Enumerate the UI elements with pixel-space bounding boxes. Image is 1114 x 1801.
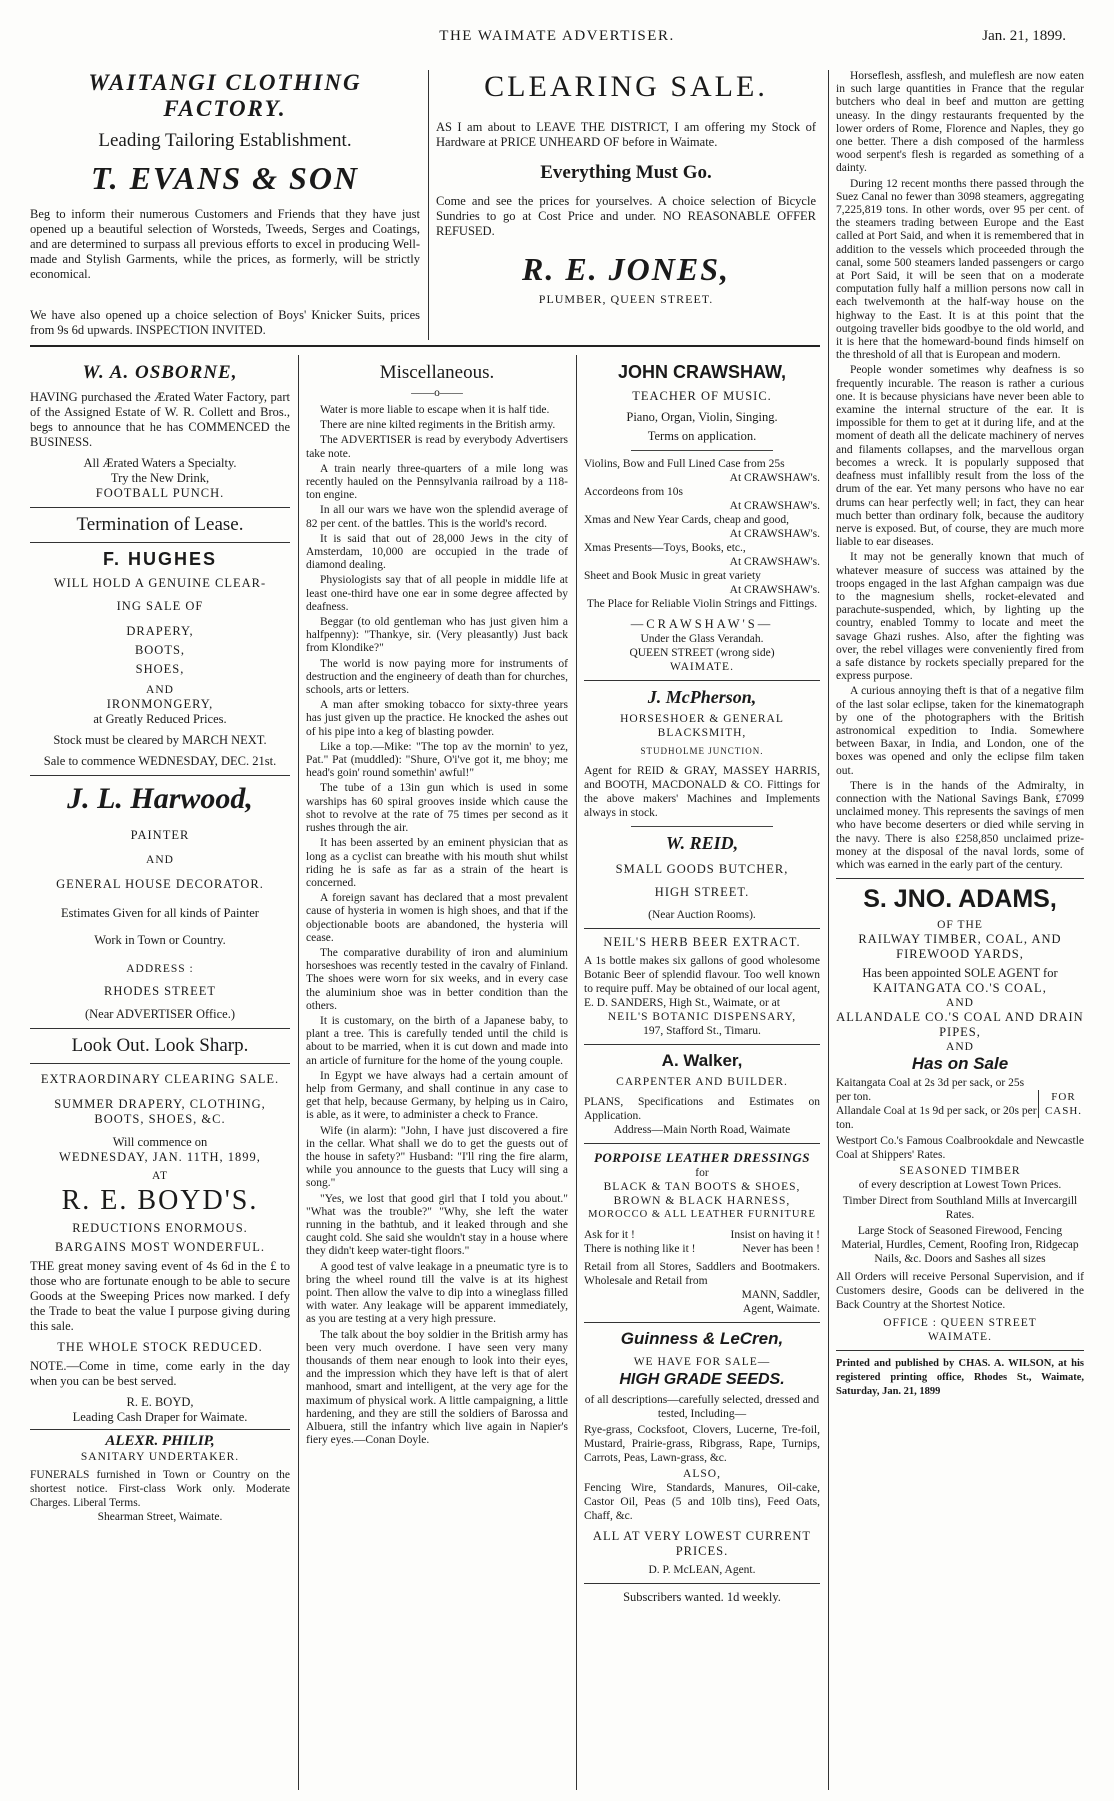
hughes-l9: Stock must be cleared by MARCH NEXT. (53, 733, 267, 747)
crawshaw-l3: Terms on application. (647, 429, 757, 443)
lookout-l2: SUMMER DRAPERY, CLOTHING, BOOTS, SHOES, &C. (54, 1097, 266, 1126)
hughes-l6: AND (146, 684, 174, 696)
crawshaw-l6: —CRAWSHAW'S— (630, 617, 774, 631)
jones-name: R. E. JONES, (521, 251, 731, 287)
harwood-l6: ADDRESS : (126, 963, 194, 975)
waitangi-heading: WAITANGI CLOTHING FACTORY. (88, 70, 362, 121)
hughes-name: F. HUGHES (102, 549, 217, 569)
misc-paragraph: The talk about the boy soldier in the British army has been very much overdone. I have seen very many thousands of them near enough to look into their eyes, and the impression which they have left is that of alert manhood, smart and intelligent, at the very age for the maximum of physical work. A little campaigning, a little hardening, and they are still the soldiers of Barossa and Albuera, still the infantry which live again in Napier's fiery eyes.—Conan Doyle. (306, 1328, 568, 1447)
porpoise-l4: MOROCCO & ALL LEATHER FURNITURE (588, 1209, 816, 1220)
news-horseflesh: Horseflesh, assflesh, and muleflesh are now eaten in such large quantities in France that the regular butchers who deal in beef and mutton are getting uneasy. In the dingy restaurants frequented by the lower orders of Rome, Florence and Naples, they go one better. There a dish composed of the harmless wood serpent's flesh is regarded as something of a dainty. (836, 70, 1084, 175)
mcpherson-body: Agent for REID & GRAY, MASSEY HARRIS, and BOOTH, MACDONALD & CO. Fittings for the above makers' Machines and Implements always in stock. (584, 765, 820, 819)
misc-paragraph: A foreign savant has declared that a most prevalent cause of hysteria in women is high shoes, and that if the objectionable boots are abandoned, the hysteria will cease. (306, 892, 568, 944)
page-header (30, 28, 1084, 48)
crawshaw-l2: Piano, Organ, Violin, Singing. (626, 410, 778, 424)
hughes-l1: WILL HOLD A GENUINE CLEAR- (53, 576, 267, 590)
osborne-l1: All Ærated Waters a Specialty. (83, 456, 237, 470)
philip-name: ALEXR. PHILIP, (30, 1429, 290, 1450)
lookout-heading: Look Out. Look Sharp. (71, 1035, 249, 1056)
divider (584, 1143, 820, 1144)
misc-paragraph: Beggar (to old gentleman who has just given him a halfpenny): "Thankye, sir. (Very pleasantly) Just back from Klondike?" (306, 616, 568, 655)
divider (30, 775, 290, 776)
harwood-name: J. L. Harwood, (67, 782, 253, 815)
divider (631, 826, 773, 827)
crawshaw-l1: TEACHER OF MUSIC. (632, 389, 772, 403)
news-suez: During 12 recent months there passed through the Suez Canal no fewer than 3098 steamers, aggregating 7,225,819 tons. In other words, over 95 per cent. of the steamers trading between Europe and the East called at Port Said, and when it is remembered that in addition to the vessels which proceeded through the canal, some 500 steamers landed passengers or cargo at Port Said, it will be seen that on a moderate computation fully half a million persons now call in each twelvemonth at the half-way house on the highway to the East. It is at this point that the outgoing traveller bids goodbye to the old world, and it is here that the homeward-bound finds himself on the threshold of all that is European and modern. (836, 177, 1084, 362)
harwood-l8: (Near ADVERTISER Office.) (84, 1007, 236, 1021)
porpoise-l5a: Ask for it ! (584, 1229, 635, 1241)
lookout-l7: BARGAINS MOST WONDERFUL. (54, 1240, 266, 1254)
osborne-name: W. A. OSBORNE, (82, 362, 238, 383)
adams-l1: OF THE (937, 919, 983, 932)
osborne-l2: Try the New Drink, (110, 471, 210, 485)
misc-paragraph: Water is more liable to escape when it is half tide. (320, 404, 550, 416)
adams-l6: ALLANDALE CO.'S COAL AND DRAIN PIPES, (836, 1010, 1084, 1040)
misc-heading: Miscellaneous. (379, 362, 495, 383)
crawshaw-l8: QUEEN STREET (wrong side) (629, 647, 775, 659)
guinness-l8: D. P. McLEAN, Agent. (648, 1564, 756, 1576)
guinness-name: Guinness & LeCren, (620, 1329, 784, 1348)
porpoise-l5b: Insist on having it ! (730, 1229, 820, 1241)
lookout-note: NOTE.—Come in time, come early in the day when you can be best served. (30, 1359, 290, 1388)
clearing-sale-ad (436, 70, 816, 340)
column-rule (298, 355, 299, 1790)
divider (836, 1350, 1084, 1351)
column-rule (576, 355, 577, 1790)
hughes-l3: DRAPERY, (126, 624, 194, 638)
crawshaw-item: Accordeons from 10s (584, 486, 684, 498)
guinness-l3: of all descriptions—carefully selected, dressed and tested, Including— (584, 1394, 820, 1420)
lookout-l1: EXTRAORDINARY CLEARING SALE. (40, 1072, 280, 1086)
crawshaw-item-source: At CRAWSHAW's. (729, 556, 820, 568)
crawshaw-l9: WAIMATE. (670, 661, 734, 673)
reid-name: W. REID, (665, 833, 739, 853)
misc-paragraph: A train nearly three-quarters of a mile long was recently hauled on the Pennsylvania railroad by a 118-ton engine. (306, 462, 568, 502)
porpoise-l1: for (695, 1167, 709, 1179)
lookout-l3: Will commence on (112, 1135, 208, 1149)
masthead-title: THE WAIMATE ADVERTISER. (439, 28, 675, 44)
porpoise-l6b: Never has been ! (742, 1243, 820, 1255)
misc-paragraph: The tube of a 13in gun which is used in some warships has 60 spiral grooves inside which cause the shot to revolve at the rate of 75 times per second as it rushes through the air. (306, 782, 568, 835)
adams-l16: WAIMATE. (928, 1331, 992, 1344)
misc-paragraph: "Yes, we lost that good girl that I told you about." "What was the trouble?" "Why, she left the water running in the bathtub, and it leaked through and she caught cold. She said she wouldn't stay in a house where they didn't keep water-tight floors." (306, 1192, 568, 1258)
adams-l10: SEASONED TIMBER (899, 1165, 1021, 1178)
adams-l5: AND (946, 997, 974, 1010)
guinness-l7: ALL AT VERY LOWEST CURRENT PRICES. (592, 1529, 812, 1558)
lookout-l5: AT (151, 1170, 169, 1182)
harwood-l1: PAINTER (130, 828, 190, 842)
crawshaw-item-source: At CRAWSHAW's. (729, 528, 820, 540)
lookout-body: THE great money saving event of 4s 6d in the £ to those who are fortunate enough to be able to secure Goods at the Sweeping Prices now marked. I defy the Trade to beat the value I purpose giving during this sale. (30, 1259, 290, 1333)
porpoise-row2 (584, 1242, 820, 1256)
reid-l2: HIGH STREET. (654, 885, 750, 899)
adams-l2: RAILWAY TIMBER, COAL, AND FIREWOOD YARDS, (858, 932, 1062, 962)
divider (30, 542, 290, 543)
misc-paragraph: There are nine kilted regiments in the British army. (320, 419, 556, 432)
mcpherson-l2: STUDHOLME JUNCTION. (640, 746, 764, 756)
divider (30, 1028, 290, 1029)
lookout-l8: THE WHOLE STOCK REDUCED. (57, 1340, 263, 1354)
crawshaw-item-source: At CRAWSHAW's. (729, 472, 820, 484)
divider (584, 1322, 820, 1323)
news-admiralty: There is in the hands of the Admiralty, in connection with the National Savings Bank, £7099 unclaimed money. This represents the savings of men who have become deserters or died while serving in the navy. There is also £258,850 unclaimed prize-money at the disposal of the naval lords, some of which was earned in the early part of the century. (836, 779, 1084, 871)
misc-paragraph: The world is now paying more for instruments of destruction and the engineery of death than for churches, schools, arts or letters. (306, 657, 568, 697)
column-rule (828, 70, 829, 1790)
divider (631, 450, 773, 451)
adams-l13: Large Stock of Seasoned Firewood, Fencing Material, Hurdles, Cement, Roofing Iron, Ridgecap Nails, &c. Doors and Sashes all sizes (841, 1225, 1079, 1266)
misc-paragraph: In Egypt we have always had a certain amount of help from Germany, and shall continue in any case to get that help, because Germany, by helping us in Cairo, is able, as it were, to administer a check to France. (306, 1069, 568, 1122)
porpoise-l9: Agent, Waimate. (742, 1303, 820, 1315)
walker-name: A. Walker, (661, 1051, 743, 1070)
misc-ornament: ——o—— (411, 387, 463, 399)
crawshaw-items (584, 457, 820, 569)
porpoise-l6a: There is nothing like it ! (584, 1243, 696, 1255)
guinness-l6: Fencing Wire, Standards, Manures, Oil-cake, Castor Oil, Peas (5 and 10lb tins), Feed Oats, Chaff, &c. (584, 1482, 820, 1522)
philip-body: FUNERALS furnished in Town or Country on the shortest notice. First-class Work only. Moderate Charges. Liberal Terms. (30, 1469, 290, 1509)
jones-trade: PLUMBER, QUEEN STREET. (538, 292, 714, 306)
boyd-sig1: R. E. BOYD, (126, 1395, 194, 1409)
subscribers-note: Subscribers wanted. 1d weekly. (623, 1590, 781, 1604)
divider (584, 928, 820, 929)
porpoise-l7: Retail from all Stores, Saddlers and Bootmakers. Wholesale and Retail from (584, 1261, 820, 1287)
hughes-l10: Sale to commence WEDNESDAY, DEC. 21st. (43, 754, 277, 768)
crawshaw-l4r: At CRAWSHAW's. (729, 584, 820, 596)
harwood-l3: GENERAL HOUSE DECORATOR. (56, 877, 264, 891)
misc-paragraph: It is customary, on the birth of a Japanese baby, to plant a tree. This is carefully tended until the child is about to be married, when it is cut down and made into an article of furniture for the home of the young couple. (306, 1014, 568, 1067)
philip-addr: Shearman Street, Waimate. (97, 1511, 223, 1523)
divider (584, 1044, 820, 1045)
porpoise-l3: BROWN & BLACK HARNESS, (613, 1195, 791, 1207)
misc-paragraph: Like a top.—Mike: "The top av the mornin' to yez, Pat." Pat (muddled): "Shure, O'i've got it, me bhoy; me head's goin' round somethin' awful!" (306, 740, 568, 780)
hughes-l7: IRONMONGERY, (106, 697, 214, 711)
coal-price-1: Kaitangata Coal at 2s 3d per sack, or 25s per ton. (836, 1077, 1025, 1104)
misc-paragraph: A man after smoking tobacco for sixty-three years has just given up the practice. He knocked the ashes out of his pipe into a keg of blasting powder. (306, 699, 568, 738)
porpoise-l8: MANN, Saddler, (741, 1289, 820, 1301)
divider (584, 1583, 820, 1584)
misc-paragraph: A good test of valve leakage in a pneumatic tyre is to bring the wheel round till the valve is at its highest point. Then allow the valve to dip into a wineglass filled with water. Any leakage will be apparent immediately, as you are testing at a very high pressure. (306, 1260, 568, 1326)
miscellaneous-column (306, 362, 568, 1792)
adams-l3: Has been appointed SOLE AGENT for (862, 966, 1058, 981)
for-cash-label: FOR CASH. (1038, 1090, 1084, 1118)
osborne-body: HAVING purchased the Ærated Water Factory, part of the Assigned Estate of W. R. Collett and Bros., begs to announce that he has COMMENCED the BUSINESS. (30, 390, 290, 449)
lookout-l6: REDUCTIONS ENORMOUS. (72, 1221, 248, 1235)
guinness-l2: HIGH GRADE SEEDS. (619, 1371, 785, 1388)
boyd-sig2: Leading Cash Draper for Waimate. (72, 1410, 248, 1424)
divider (30, 507, 290, 508)
misc-paragraph: Wife (in alarm): "John, I have just discovered a fire in the cellar. What shall we do to get the guests out of the house in safety?" Husband: "I'll ring the fire alarm, while you announce to the guests that Lucy will sing a song." (306, 1124, 568, 1190)
misc-paragraph: It is said that out of 28,000 Jews in the city of Amsterdam, 10,000 are occupied in the trade of diamond dealing. (306, 532, 568, 572)
termination-heading: Termination of Lease. (76, 514, 244, 535)
news-eclipse: A curious annoying theft is that of a negative film of the last solar eclipse, taken for the kinematograph by one of the photographers with the British astronomical expedition to India. Somewhere between Baxar, in India, and London, one of the boxes was opened and only the eclipse film taken out. (836, 685, 1084, 777)
mcpherson-l1: HORSESHOER & GENERAL BLACKSMITH, (620, 713, 784, 739)
guinness-l4: Rye-grass, Cocksfoot, Clovers, Lucerne, Tre-foil, Mustard, Prairie-grass, Ribgrass, Rape, Turnips, Carrots, Peas, Lawn-grass, &c. (584, 1424, 820, 1464)
adams-l15: OFFICE : QUEEN STREET (883, 1317, 1037, 1330)
issue-date: Jan. 21, 1899. (982, 28, 1066, 44)
misc-paragraph: The ADVERTISER is read by everybody Advertisers take note. (306, 434, 568, 460)
waitangi-ad (30, 70, 420, 340)
waitangi-body: Beg to inform their numerous Customers and Friends that they have just opened up a beautiful selection of Worsteds, Tweeds, Serges and Coatings, and are determined to surpass all previous efforts to excel in producing Well-made and Stylish Garments, while the prices, as formerly, will be strictly economical. (30, 207, 420, 281)
hughes-l5: SHOES, (135, 662, 185, 676)
crawshaw-l7: Under the Glass Verandah. (640, 633, 764, 645)
column-4 (836, 70, 1084, 1790)
reid-l1: SMALL GOODS BUTCHER, (615, 862, 789, 876)
adams-l9: Westport Co.'s Famous Coalbrookdale and Newcastle Coal at Shippers' Rates. (836, 1135, 1084, 1162)
waitangi-sub: Leading Tailoring Establishment. (98, 130, 352, 151)
guinness-l5: ALSO, (683, 1468, 721, 1480)
printer-imprint: Printed and published by CHAS. A. WILSON, at his registered printing office, Rhodes St., Waimate, Saturday, Jan. 21, 1899 (836, 1358, 1084, 1398)
guinness-l1: WE HAVE FOR SALE— (633, 1356, 771, 1368)
lookout-l4: WEDNESDAY, JAN. 11TH, 1899, (59, 1150, 261, 1164)
misc-paragraph: The comparative durability of iron and aluminium horseshoes was recently tested in the cavalry of Finland. The shoes were worn for six weeks, and in every case the aluminium shoe was in better condition than the others. (306, 946, 568, 1012)
column-3 (584, 362, 820, 1792)
adams-l8: Has on Sale (911, 1054, 1009, 1074)
porpoise-heading: PORPOISE LEATHER DRESSINGS (593, 1150, 810, 1165)
crawshaw-item: Xmas Presents—Toys, Books, etc., (584, 542, 746, 554)
osborne-l3: FOOTBALL PUNCH. (95, 486, 225, 500)
crawshaw-item-source: At CRAWSHAW's. (729, 500, 820, 512)
clearing-everything: Everything Must Go. (540, 162, 712, 183)
crawshaw-name: JOHN CRAWSHAW, (617, 362, 786, 382)
neil-l1: NEIL'S BOTANIC DISPENSARY, (607, 1011, 797, 1023)
clearing-body: AS I am about to LEAVE THE DISTRICT, I am offering my Stock of Hardware at PRICE UNHEARD OF before in Waimate. (436, 120, 816, 149)
adams-l4: KAITANGATA CO.'S COAL, (873, 981, 1047, 996)
column-1 (30, 362, 290, 1792)
waitangi-firm: T. EVANS & SON (90, 160, 360, 196)
adams-l11: of every description at Lowest Town Prices. (858, 1179, 1062, 1192)
clearing-come: Come and see the prices for yourselves. A choice selection of Bicycle Sundries to go at Cost Price and under. NO REASONABLE OFFER REFUSED. (436, 194, 816, 238)
coal-prices (836, 1076, 1084, 1132)
neil-l2: 197, Stafford St., Timaru. (643, 1025, 761, 1037)
news-afghan: It may not be generally known that much of whatever measure of success was attained by the troops engaged in the last Afghan campaign was due to the magnesium shells, rocket-elevated and parachute-suspended, which, by lighting up the country, enabled Tommy to locate and meet the savage Ghazi rushes. Also, after the fighting was over, the rebel villages were conveniently fired from a safe distance by rockets specially prepared for the express purpose. (836, 551, 1084, 683)
mcpherson-name: J. McPherson, (647, 687, 757, 707)
misc-paragraph: In all our wars we have won the splendid average of 82 per cent. of the battles. This is the world's record. (306, 504, 568, 530)
hughes-l4: BOOTS, (134, 643, 186, 657)
harwood-l5: Work in Town or Country. (94, 933, 226, 947)
adams-name: S. JNO. ADAMS, (863, 885, 1057, 914)
boyd-name: R. E. BOYD'S. (61, 1185, 259, 1216)
crawshaw-item: Xmas and New Year Cards, cheap and good, (584, 514, 790, 526)
philip-trade: SANITARY UNDERTAKER. (80, 1451, 240, 1463)
harwood-l4: Estimates Given for all kinds of Painter (61, 906, 259, 920)
porpoise-row1 (584, 1228, 820, 1242)
adams-l14: All Orders will receive Personal Supervision, and if Customers desire, Goods can be delivered in the Back Country at the Shortest Notice. (836, 1271, 1084, 1312)
misc-paragraphs (306, 404, 568, 1447)
divider (836, 878, 1084, 879)
neil-body: A 1s bottle makes six gallons of good wholesome Botanic Beer of splendid flavour. Too well known to require puff. May be obtained of our local agent, E. D. SANDERS, High St., Waimate, or at (584, 955, 820, 1009)
misc-paragraph: Physiologists say that of all people in middle life at least one-third have one ear in some degree affected by deafness. (306, 574, 568, 613)
harwood-l2: AND (146, 854, 174, 866)
top-rule (30, 345, 820, 347)
walker-addr: Address—Main North Road, Waimate (613, 1124, 791, 1136)
adams-l12: Timber Direct from Southland Mills at Invercargill Rates. (842, 1195, 1078, 1222)
harwood-l7: RHODES STREET (104, 984, 216, 998)
news-deafness: People wonder sometimes why deafness is so frequently incurable. The reason is rather a curious one. It is because physicians have never been able to examine the internal structure of the ear. It is impossible for them to get at it during life, and at the moment of death all the delicate machinery of nerves and filaments collapses, and the marvellous organ becomes a wreck. It is popularly supposed that deafness must infallibly result from the loss of the drum of the ear. Yet many persons who have no ear drums can hear perfectly well; in fact, they can hear much better than ordinary folk, because the auditory nerve is exposed. But, of course, they are much more liable to ear diseases. (836, 364, 1084, 549)
walker-l1: CARPENTER AND BUILDER. (616, 1076, 788, 1088)
crawshaw-l4: Sheet and Book Music in great variety (584, 570, 761, 582)
divider (30, 1063, 290, 1064)
adams-l7: AND (946, 1041, 974, 1054)
misc-paragraph: It has been asserted by an eminent physician that as long as a cyclist can breathe with his mouth shut whilst riding he is safe as far as a strain of the heart is concerned. (306, 837, 568, 889)
neil-heading: NEIL'S HERB BEER EXTRACT. (603, 935, 801, 949)
col4-news (836, 70, 1084, 872)
porpoise-l2: BLACK & TAN BOOTS & SHOES, (603, 1181, 801, 1193)
reid-l3: (Near Auction Rooms). (648, 909, 756, 921)
crawshaw-item: Violins, Bow and Full Lined Case from 25s (584, 458, 785, 470)
coal-price-2: Allandale Coal at 1s 9d per sack, or 20s per ton. (836, 1105, 1037, 1132)
clearing-heading: CLEARING SALE. (484, 70, 768, 103)
column-rule (428, 70, 429, 340)
waitangi-knicker: We have also opened up a choice selection of Boys' Knicker Suits, prices from 9s 6d upwards. INSPECTION INVITED. (30, 308, 420, 337)
crawshaw-l5: The Place for Reliable Violin Strings and Fittings. (586, 598, 818, 610)
hughes-l2: ING SALE OF (116, 599, 204, 613)
hughes-l8: at Greatly Reduced Prices. (93, 712, 227, 726)
divider (584, 680, 820, 681)
walker-body: PLANS, Specifications and Estimates on Application. (584, 1096, 820, 1122)
